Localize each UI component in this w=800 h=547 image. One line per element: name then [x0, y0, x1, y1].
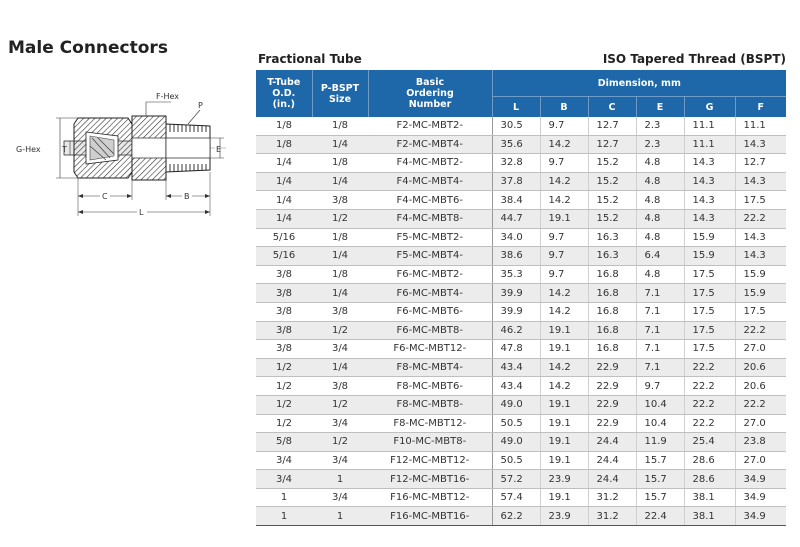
cell-dim-c: 16.8 — [588, 321, 636, 340]
table-row — [256, 191, 786, 210]
cell-dim-g: 15.9 — [684, 247, 735, 266]
cell-bspt-size: 3/4 — [312, 451, 368, 470]
cell-dim-e: 4.8 — [636, 172, 684, 191]
cell-dim-f: 12.7 — [735, 154, 786, 173]
table-row — [256, 117, 786, 135]
cell-dim-g: 14.3 — [684, 191, 735, 210]
header-dim-c: C — [588, 97, 636, 118]
cell-dim-c: 16.8 — [588, 284, 636, 303]
cell-tube-od: 1/4 — [256, 172, 312, 191]
cell-dim-g: 11.1 — [684, 135, 735, 154]
header-dim-l: L — [492, 97, 540, 118]
table-row — [256, 228, 786, 247]
cell-dim-e: 4.8 — [636, 154, 684, 173]
cell-bspt-size: 1/2 — [312, 395, 368, 414]
cell-dim-e: 7.1 — [636, 302, 684, 321]
cell-dim-c: 16.8 — [588, 302, 636, 321]
cell-bspt-size: 3/8 — [312, 302, 368, 321]
cell-tube-od: 3/4 — [256, 470, 312, 489]
cell-bspt-size: 3/8 — [312, 191, 368, 210]
table-row — [256, 284, 786, 303]
table-row — [256, 135, 786, 154]
cell-dim-e: 2.3 — [636, 135, 684, 154]
cell-bspt-size: 1/4 — [312, 284, 368, 303]
cell-tube-od: 1/8 — [256, 117, 312, 135]
cell-dim-g: 22.2 — [684, 377, 735, 396]
thread-type-label: ISO Tapered Thread (BSPT) — [602, 52, 786, 66]
cell-dim-c: 16.8 — [588, 340, 636, 359]
table-row — [256, 433, 786, 452]
table-row — [256, 488, 786, 507]
cell-tube-od: 3/8 — [256, 302, 312, 321]
cell-dim-f: 34.9 — [735, 507, 786, 526]
cell-dim-e: 7.1 — [636, 321, 684, 340]
cell-dim-f: 23.8 — [735, 433, 786, 452]
cell-dim-l: 50.5 — [492, 414, 540, 433]
table-row — [256, 154, 786, 173]
cell-dim-e: 10.4 — [636, 414, 684, 433]
cell-bspt-size: 1/8 — [312, 154, 368, 173]
cell-dim-l: 39.9 — [492, 284, 540, 303]
cell-bspt-size: 1/8 — [312, 117, 368, 135]
cell-dim-c: 12.7 — [588, 117, 636, 135]
cell-dim-c: 22.9 — [588, 414, 636, 433]
cell-dim-b: 9.7 — [540, 265, 588, 284]
cell-dim-f: 22.2 — [735, 209, 786, 228]
cell-dim-e: 4.8 — [636, 191, 684, 210]
cell-tube-od: 1/4 — [256, 209, 312, 228]
cell-dim-l: 62.2 — [492, 507, 540, 526]
cell-tube-od: 1/8 — [256, 135, 312, 154]
cell-bspt-size: 1/4 — [312, 135, 368, 154]
cell-dim-e: 2.3 — [636, 117, 684, 135]
label-e: E — [216, 145, 222, 154]
label-p: P — [198, 101, 203, 110]
cell-ordering-number: F12-MC-MBT16- — [368, 470, 492, 489]
cell-dim-l: 37.8 — [492, 172, 540, 191]
cell-tube-od: 1/2 — [256, 377, 312, 396]
cell-dim-c: 15.2 — [588, 154, 636, 173]
table-row — [256, 172, 786, 191]
cell-bspt-size: 1/2 — [312, 209, 368, 228]
cell-bspt-size: 1 — [312, 470, 368, 489]
cell-dim-g: 25.4 — [684, 433, 735, 452]
cell-dim-f: 34.9 — [735, 488, 786, 507]
table-row — [256, 377, 786, 396]
cell-dim-b: 19.1 — [540, 395, 588, 414]
cell-dim-b: 9.7 — [540, 117, 588, 135]
cell-dim-c: 16.3 — [588, 247, 636, 266]
cell-dim-l: 46.2 — [492, 321, 540, 340]
cell-dim-g: 38.1 — [684, 507, 735, 526]
cell-bspt-size: 1/8 — [312, 265, 368, 284]
cell-dim-c: 16.8 — [588, 265, 636, 284]
cell-ordering-number: F6-MC-MBT8- — [368, 321, 492, 340]
cell-bspt-size: 3/4 — [312, 414, 368, 433]
cell-dim-f: 15.9 — [735, 284, 786, 303]
cell-dim-e: 10.4 — [636, 395, 684, 414]
cell-tube-od: 5/16 — [256, 247, 312, 266]
header-basic-ordering-number: Basic Ordering Number — [368, 70, 492, 117]
cell-dim-f: 14.3 — [735, 247, 786, 266]
cell-ordering-number: F8-MC-MBT8- — [368, 395, 492, 414]
cell-bspt-size: 3/4 — [312, 488, 368, 507]
cell-dim-c: 22.9 — [588, 358, 636, 377]
cell-bspt-size: 3/4 — [312, 340, 368, 359]
cell-dim-b: 9.7 — [540, 154, 588, 173]
cell-ordering-number: F6-MC-MBT6- — [368, 302, 492, 321]
cell-dim-g: 14.3 — [684, 209, 735, 228]
cell-ordering-number: F6-MC-MBT12- — [368, 340, 492, 359]
dimension-table — [256, 70, 786, 526]
cell-dim-b: 19.1 — [540, 340, 588, 359]
cell-dim-b: 19.1 — [540, 414, 588, 433]
cell-tube-od: 1/2 — [256, 358, 312, 377]
cell-dim-f: 34.9 — [735, 470, 786, 489]
label-c: C — [102, 192, 108, 201]
cell-dim-f: 20.6 — [735, 358, 786, 377]
cell-tube-od: 3/8 — [256, 321, 312, 340]
cell-dim-l: 38.6 — [492, 247, 540, 266]
cell-dim-e: 22.4 — [636, 507, 684, 526]
label-l: L — [139, 208, 144, 217]
cell-dim-e: 4.8 — [636, 265, 684, 284]
cell-dim-e: 15.7 — [636, 451, 684, 470]
table-row — [256, 247, 786, 266]
cell-dim-l: 43.4 — [492, 358, 540, 377]
cell-dim-g: 17.5 — [684, 284, 735, 303]
cell-dim-b: 23.9 — [540, 470, 588, 489]
cell-ordering-number: F12-MC-MBT12- — [368, 451, 492, 470]
cell-dim-f: 14.3 — [735, 228, 786, 247]
cell-ordering-number: F8-MC-MBT12- — [368, 414, 492, 433]
cell-dim-c: 16.3 — [588, 228, 636, 247]
header-dim-b: B — [540, 97, 588, 118]
cell-dim-f: 20.6 — [735, 377, 786, 396]
cell-dim-e: 7.1 — [636, 284, 684, 303]
cell-dim-c: 15.2 — [588, 172, 636, 191]
cell-dim-c: 22.9 — [588, 377, 636, 396]
cell-bspt-size: 1/4 — [312, 172, 368, 191]
cell-bspt-size: 1/2 — [312, 321, 368, 340]
cell-ordering-number: F8-MC-MBT6- — [368, 377, 492, 396]
cell-dim-e: 4.8 — [636, 228, 684, 247]
cell-dim-e: 9.7 — [636, 377, 684, 396]
cell-dim-e: 7.1 — [636, 340, 684, 359]
cell-dim-g: 22.2 — [684, 414, 735, 433]
cell-dim-g: 22.2 — [684, 358, 735, 377]
cell-ordering-number: F16-MC-MBT12- — [368, 488, 492, 507]
cell-tube-od: 1/4 — [256, 154, 312, 173]
cell-tube-od: 1 — [256, 488, 312, 507]
cell-dim-b: 14.2 — [540, 191, 588, 210]
cell-dim-l: 47.8 — [492, 340, 540, 359]
table-row — [256, 358, 786, 377]
cell-dim-l: 32.8 — [492, 154, 540, 173]
cell-tube-od: 1 — [256, 507, 312, 526]
cell-dim-f: 27.0 — [735, 414, 786, 433]
cell-dim-b: 14.2 — [540, 135, 588, 154]
label-b: B — [184, 192, 190, 201]
table-row — [256, 302, 786, 321]
table-row — [256, 340, 786, 359]
cell-ordering-number: F4-MC-MBT4- — [368, 172, 492, 191]
cell-ordering-number: F5-MC-MBT4- — [368, 247, 492, 266]
cell-dim-f: 14.3 — [735, 172, 786, 191]
cell-dim-c: 12.7 — [588, 135, 636, 154]
cell-dim-c: 24.4 — [588, 433, 636, 452]
cell-dim-c: 22.9 — [588, 395, 636, 414]
label-t: T — [62, 145, 67, 154]
label-g-hex: G-Hex — [16, 145, 41, 154]
table-row — [256, 470, 786, 489]
cell-dim-e: 15.7 — [636, 488, 684, 507]
cell-tube-od: 3/8 — [256, 340, 312, 359]
cell-dim-c: 24.4 — [588, 470, 636, 489]
cell-dim-b: 23.9 — [540, 507, 588, 526]
header-t-tube-od: T-Tube O.D. (in.) — [256, 70, 312, 117]
cell-dim-e: 7.1 — [636, 358, 684, 377]
cell-dim-b: 14.2 — [540, 172, 588, 191]
cell-dim-g: 17.5 — [684, 265, 735, 284]
cell-dim-l: 49.0 — [492, 433, 540, 452]
cell-dim-f: 15.9 — [735, 265, 786, 284]
cell-dim-g: 11.1 — [684, 117, 735, 135]
header-p-bspt-size: P-BSPT Size — [312, 70, 368, 117]
table-row — [256, 451, 786, 470]
cell-dim-c: 31.2 — [588, 507, 636, 526]
cell-ordering-number: F4-MC-MBT8- — [368, 209, 492, 228]
table-row — [256, 414, 786, 433]
cell-bspt-size: 1/4 — [312, 247, 368, 266]
cell-dim-f: 22.2 — [735, 321, 786, 340]
cell-bspt-size: 1/8 — [312, 228, 368, 247]
fractional-tube-label: Fractional Tube — [258, 52, 362, 66]
cell-dim-b: 19.1 — [540, 433, 588, 452]
cell-dim-e: 6.4 — [636, 247, 684, 266]
cell-dim-l: 39.9 — [492, 302, 540, 321]
cell-dim-g: 15.9 — [684, 228, 735, 247]
cell-ordering-number: F16-MC-MBT16- — [368, 507, 492, 526]
cell-dim-b: 19.1 — [540, 488, 588, 507]
cell-dim-l: 57.2 — [492, 470, 540, 489]
table-row — [256, 321, 786, 340]
cell-dim-l: 50.5 — [492, 451, 540, 470]
cell-dim-g: 14.3 — [684, 172, 735, 191]
header-dim-g: G — [684, 97, 735, 118]
cell-dim-g: 17.5 — [684, 321, 735, 340]
cell-bspt-size: 1 — [312, 507, 368, 526]
cell-dim-e: 11.9 — [636, 433, 684, 452]
cell-dim-l: 38.4 — [492, 191, 540, 210]
cell-dim-f: 17.5 — [735, 191, 786, 210]
cell-dim-c: 15.2 — [588, 209, 636, 228]
cell-ordering-number: F4-MC-MBT6- — [368, 191, 492, 210]
connector-diagram — [6, 88, 246, 228]
cell-ordering-number: F6-MC-MBT4- — [368, 284, 492, 303]
cell-dim-l: 35.3 — [492, 265, 540, 284]
cell-dim-l: 34.0 — [492, 228, 540, 247]
cell-dim-f: 11.1 — [735, 117, 786, 135]
header-dim-e: E — [636, 97, 684, 118]
cell-dim-l: 43.4 — [492, 377, 540, 396]
table-row — [256, 209, 786, 228]
cell-dim-b: 14.2 — [540, 284, 588, 303]
cell-dim-g: 17.5 — [684, 302, 735, 321]
cell-dim-g: 14.3 — [684, 154, 735, 173]
header-dimension-mm: Dimension, mm — [492, 70, 786, 97]
cell-dim-b: 14.2 — [540, 302, 588, 321]
cell-bspt-size: 1/2 — [312, 433, 368, 452]
cell-dim-g: 28.6 — [684, 451, 735, 470]
cell-ordering-number: F2-MC-MBT2- — [368, 117, 492, 135]
cell-dim-f: 27.0 — [735, 340, 786, 359]
cell-bspt-size: 1/4 — [312, 358, 368, 377]
cell-dim-b: 14.2 — [540, 358, 588, 377]
cell-dim-e: 4.8 — [636, 209, 684, 228]
label-f-hex: F-Hex — [156, 92, 180, 101]
cell-dim-b: 9.7 — [540, 247, 588, 266]
cell-dim-g: 22.2 — [684, 395, 735, 414]
cell-dim-g: 17.5 — [684, 340, 735, 359]
table-row — [256, 265, 786, 284]
cell-ordering-number: F8-MC-MBT4- — [368, 358, 492, 377]
cell-bspt-size: 3/8 — [312, 377, 368, 396]
cell-tube-od: 1/2 — [256, 414, 312, 433]
cell-dim-c: 15.2 — [588, 191, 636, 210]
cell-dim-l: 49.0 — [492, 395, 540, 414]
cell-tube-od: 3/8 — [256, 265, 312, 284]
cell-dim-e: 15.7 — [636, 470, 684, 489]
cell-dim-b: 9.7 — [540, 228, 588, 247]
cell-dim-b: 19.1 — [540, 321, 588, 340]
cell-tube-od: 5/8 — [256, 433, 312, 452]
cell-tube-od: 3/4 — [256, 451, 312, 470]
cell-dim-f: 17.5 — [735, 302, 786, 321]
table-row — [256, 395, 786, 414]
cell-dim-l: 57.4 — [492, 488, 540, 507]
cell-dim-l: 44.7 — [492, 209, 540, 228]
cell-dim-c: 24.4 — [588, 451, 636, 470]
cell-dim-b: 14.2 — [540, 377, 588, 396]
cell-dim-b: 19.1 — [540, 451, 588, 470]
cell-dim-g: 38.1 — [684, 488, 735, 507]
cell-ordering-number: F6-MC-MBT2- — [368, 265, 492, 284]
cell-ordering-number: F4-MC-MBT2- — [368, 154, 492, 173]
cell-tube-od: 1/4 — [256, 191, 312, 210]
header-dim-f: F — [735, 97, 786, 118]
cell-dim-b: 19.1 — [540, 209, 588, 228]
cell-tube-od: 3/8 — [256, 284, 312, 303]
cell-tube-od: 1/2 — [256, 395, 312, 414]
page-title: Male Connectors — [8, 38, 168, 58]
cell-tube-od: 5/16 — [256, 228, 312, 247]
cell-ordering-number: F2-MC-MBT4- — [368, 135, 492, 154]
cell-dim-g: 28.6 — [684, 470, 735, 489]
cell-ordering-number: F5-MC-MBT2- — [368, 228, 492, 247]
cell-ordering-number: F10-MC-MBT8- — [368, 433, 492, 452]
cell-dim-l: 30.5 — [492, 117, 540, 135]
cell-dim-c: 31.2 — [588, 488, 636, 507]
cell-dim-f: 14.3 — [735, 135, 786, 154]
cell-dim-f: 27.0 — [735, 451, 786, 470]
cell-dim-l: 35.6 — [492, 135, 540, 154]
cell-dim-f: 22.2 — [735, 395, 786, 414]
table-row — [256, 507, 786, 526]
